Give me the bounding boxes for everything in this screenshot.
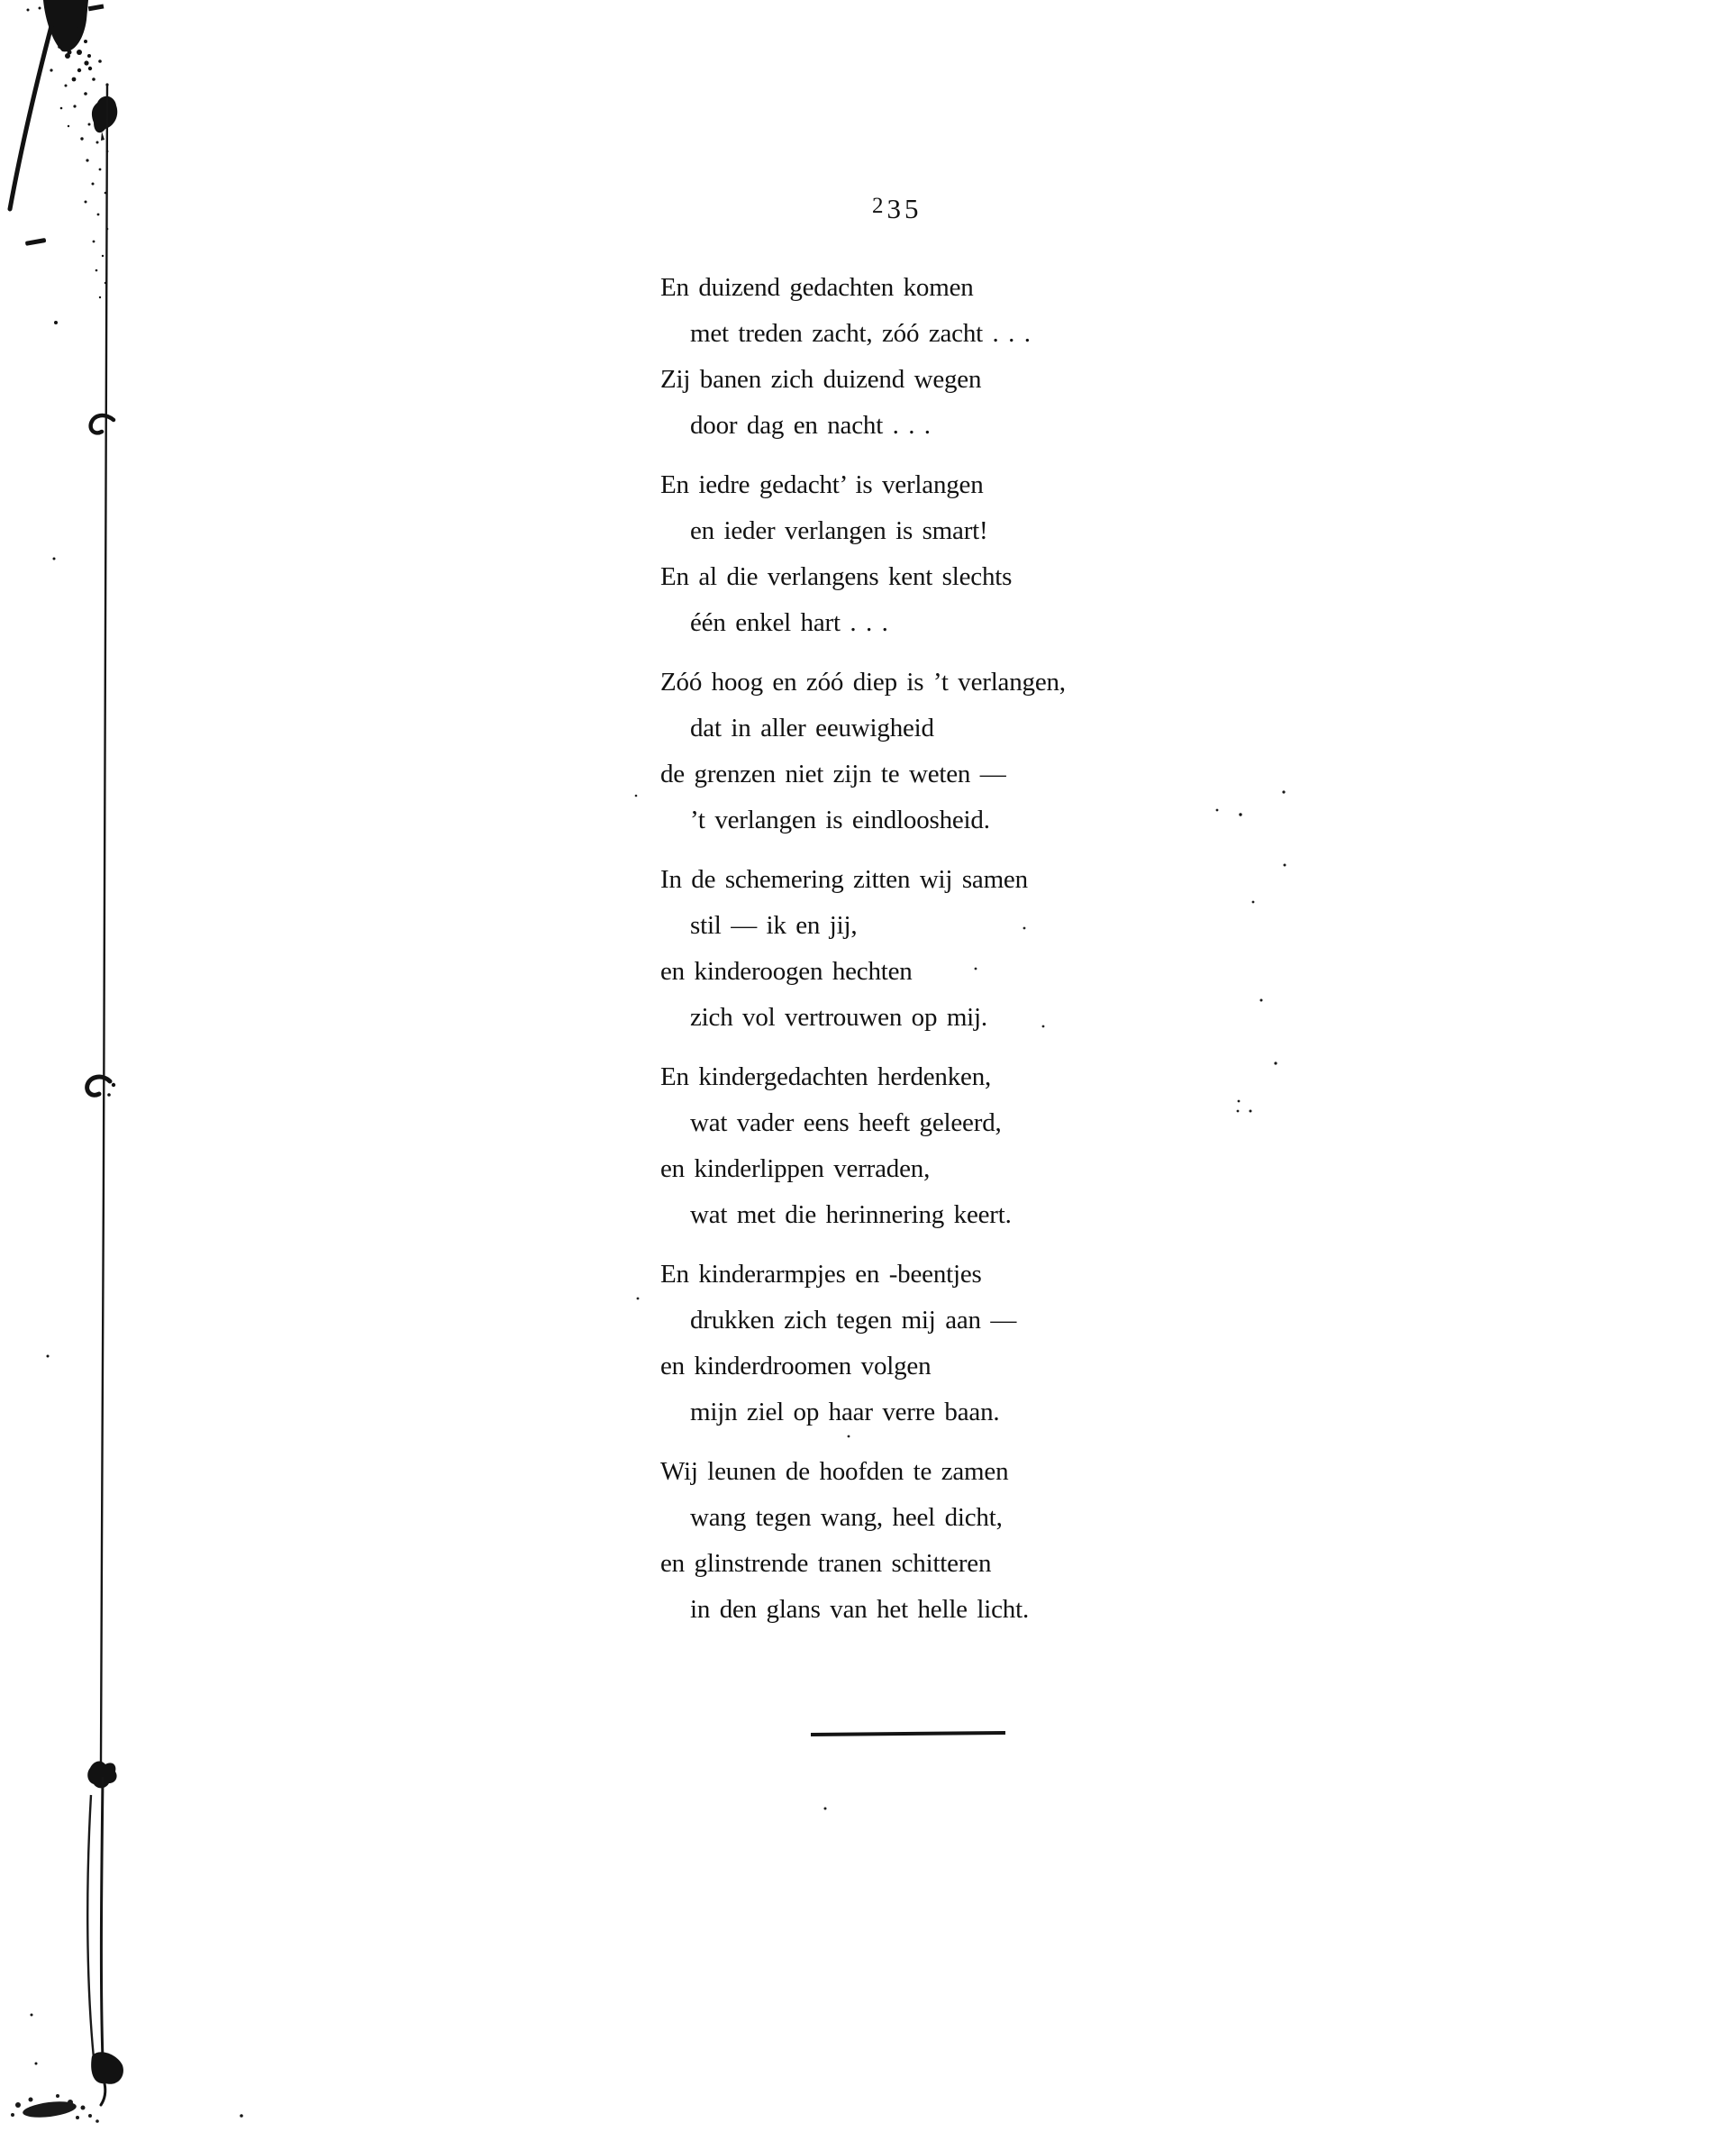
page-number-first-digit: 2 <box>872 194 887 218</box>
poem-line: in den glans van het helle licht. <box>690 1595 1029 1624</box>
poem-line: wat met die herinnering keert. <box>690 1200 1012 1229</box>
poem-text-block <box>660 265 1066 1646</box>
poem-line: In de schemering zitten wij samen <box>660 865 1028 894</box>
poem-line: en kinderoogen hechten <box>660 957 913 986</box>
left-dash-artifact <box>25 238 47 246</box>
ink-blob-artifact <box>92 96 117 141</box>
left-margin-scan-artifacts <box>0 0 180 2132</box>
page-number <box>872 193 923 225</box>
curl-mark-middle-artifact <box>87 1077 110 1095</box>
fold-bottom-blob-artifact <box>91 2052 123 2084</box>
poem-line: Zij banen zich duizend wegen <box>660 365 982 394</box>
fold-bottom-tail-artifact <box>101 2083 105 2105</box>
binding-fold-line-artifact <box>101 84 107 1764</box>
poem-line: en kinderlippen verraden, <box>660 1154 931 1183</box>
poem-line: en kinderdroomen volgen <box>660 1352 932 1380</box>
poem-line: wat vader eens heeft geleerd, <box>690 1108 1002 1137</box>
bottom-smudge-artifact <box>11 2094 99 2123</box>
curl-mark-upper-artifact <box>91 415 114 433</box>
top-dash-artifact <box>88 4 105 11</box>
stanza-2 <box>660 462 1066 646</box>
poem-line: zich vol vertrouwen op mij. <box>690 1003 987 1032</box>
poem-line: En duizend gedachten komen <box>660 273 974 302</box>
poem-line: drukken zich tegen mij aan — <box>690 1306 1017 1335</box>
stanza-6 <box>660 1252 1066 1435</box>
poem-line: en ieder verlangen is smart! <box>690 516 988 545</box>
poem-line: En kinderarmpjes en -beentjes <box>660 1260 982 1289</box>
stanza-1 <box>660 265 1066 449</box>
poem-line: dat in aller eeuwigheid <box>690 714 934 743</box>
poem-line: met treden zacht, zóó zacht . . . <box>690 319 1031 348</box>
fold-double-left-artifact <box>87 1795 94 2058</box>
poem-line: mijn ziel op haar verre baan. <box>690 1398 1000 1426</box>
poem-line: En kindergedachten herdenken, <box>660 1062 992 1091</box>
poem-line: En iedre gedacht’ is verlangen <box>660 470 984 499</box>
poem-line: En al die verlangens kent slechts <box>660 562 1013 591</box>
poem-line: stil — ik en jij, <box>690 911 858 940</box>
fold-double-right-artifact <box>101 1777 103 2060</box>
stanza-3 <box>660 660 1066 843</box>
poem-line: Wij leunen de hoofden te zamen <box>660 1457 1009 1486</box>
poem-line: ’t verlangen is eindloosheid. <box>690 806 990 834</box>
scan-speck-noise <box>0 0 2 2</box>
stanza-4 <box>660 857 1066 1041</box>
poem-line: Zóó hoog en zóó diep is ’t verlangen, <box>660 668 1066 697</box>
poem-line: één enkel hart . . . <box>690 608 888 637</box>
stanza-7 <box>660 1449 1066 1633</box>
page-number-rest: 35 <box>886 193 923 224</box>
poem-line: de grenzen niet zijn te weten — <box>660 760 1006 788</box>
speckle-field-artifact <box>27 7 109 2065</box>
diagonal-streak-artifact <box>10 9 56 209</box>
curl-mark-middle-dots <box>107 1083 115 1097</box>
poem-line: wang tegen wang, heel dicht, <box>690 1503 1003 1532</box>
poem-line: door dag en nacht . . . <box>690 411 931 440</box>
end-of-poem-divider-rule <box>811 1731 1005 1736</box>
stanza-5 <box>660 1054 1066 1238</box>
poem-line: en glinstrende tranen schitteren <box>660 1549 992 1578</box>
